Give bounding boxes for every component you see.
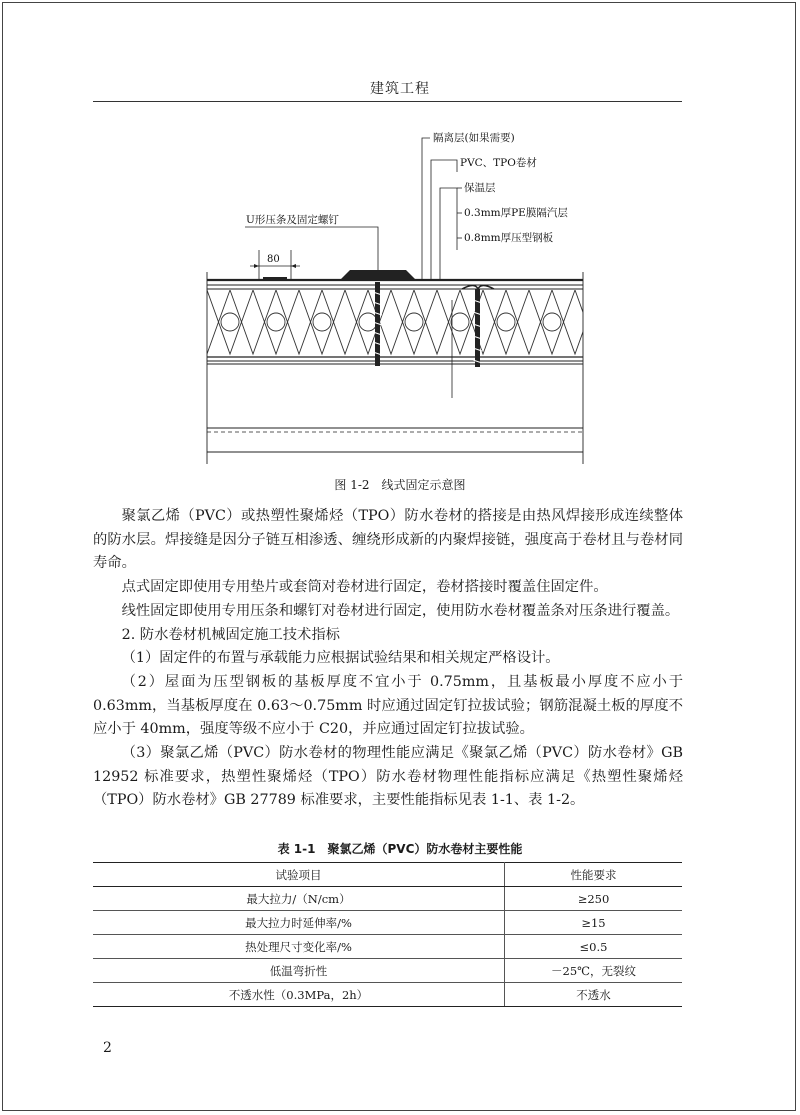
table-row bbox=[93, 959, 682, 983]
paragraph: 点式固定即使用专用垫片或套筒对卷材进行固定，卷材搭接时覆盖住固定件。 bbox=[121, 579, 608, 596]
paragraph: （1）固定件的布置与承载能力应根据试验结果和相关规定严格设计。 bbox=[121, 650, 560, 667]
cell-requirement: －25℃，无裂纹 bbox=[505, 959, 683, 983]
cell-test-item: 热处理尺寸变化率/% bbox=[93, 935, 505, 959]
running-header: 建筑工程 bbox=[370, 81, 430, 97]
cell-test-item: 低温弯折性 bbox=[93, 959, 505, 983]
header-requirement: 性能要求 bbox=[505, 863, 683, 887]
figure-caption: 图 1-2 线式固定示意图 bbox=[334, 478, 466, 492]
label-u-batten: U形压条及固定螺钉 bbox=[246, 214, 339, 226]
cell-requirement: ≥250 bbox=[505, 887, 683, 911]
cell-test-item: 最大拉力/（N/cm） bbox=[93, 887, 505, 911]
label-isolation-layer: 隔离层(如果需要) bbox=[433, 132, 515, 144]
table-row bbox=[93, 887, 682, 911]
paragraph: （3）聚氯乙烯（PVC）防水卷材的物理性能应满足《聚氯乙烯（PVC）防水卷材》GB 12952 标准要求，热塑性聚烯烃（TPO）防水卷材物理性能指标应满足《热塑性聚烯烃（TPO）防水卷材》GB 27789 标准要求，主要性能指标见表 1-1、表 1-2。 bbox=[93, 745, 683, 809]
header-test-item: 试验项目 bbox=[93, 863, 505, 887]
table-row bbox=[93, 983, 682, 1007]
fastening-diagram bbox=[0, 120, 800, 470]
page-number: 2 bbox=[103, 1040, 112, 1056]
cell-test-item: 最大拉力时延伸率/% bbox=[93, 911, 505, 935]
cell-requirement: ≥15 bbox=[505, 911, 683, 935]
dimension-80 bbox=[250, 250, 300, 280]
body-text bbox=[93, 505, 683, 813]
membrane-weld-fastener bbox=[462, 286, 494, 368]
section-heading: 2. 防水卷材机械固定施工技术指标 bbox=[121, 626, 340, 643]
paragraph: （2）屋面为压型钢板的基板厚度不宜小于 0.75mm，且基板最小厚度不应小于 0.63mm，当基板厚度在 0.63～0.75mm 时应通过固定钉拉拔试验；钢筋混凝土板的厚度不应小于 40mm，强度等级不应小于 C20，并应通过固定钉拉拔试验。 bbox=[93, 673, 683, 738]
header-rule bbox=[93, 101, 682, 102]
table-title: 表 1-1 聚氯乙烯（PVC）防水卷材主要性能 bbox=[277, 842, 523, 856]
cell-requirement: ≤0.5 bbox=[505, 935, 683, 959]
table-header-row bbox=[93, 863, 682, 887]
label-membrane: PVC、TPO卷材 bbox=[460, 157, 537, 169]
table-row bbox=[93, 911, 682, 935]
cell-requirement: 不透水 bbox=[505, 983, 683, 1007]
table-row bbox=[93, 935, 682, 959]
paragraph: 线性固定即使用专用压条和螺钉对卷材进行固定，使用防水卷材覆盖条对压条进行覆盖。 bbox=[121, 602, 680, 619]
label-steel-deck: 0.8mm厚压型钢板 bbox=[464, 232, 554, 244]
leader-lines bbox=[245, 138, 462, 398]
paragraph: 聚氯乙烯（PVC）或热塑性聚烯烃（TPO）防水卷材的搭接是由热风焊接形成连续整体的防水层。焊接缝是因分子链互相渗透、缠绕形成新的内聚焊接链，强度高于卷材且与卷材同寿命。 bbox=[93, 508, 683, 572]
label-insulation: 保温层 bbox=[464, 182, 496, 194]
label-vapor-barrier: 0.3mm厚PE膜隔汽层 bbox=[464, 207, 568, 219]
dimension-label: 80 bbox=[267, 254, 280, 265]
cell-test-item: 不透水性（0.3MPa，2h） bbox=[93, 983, 505, 1007]
roof-layers bbox=[207, 272, 598, 464]
pvc-properties-table bbox=[93, 862, 682, 1007]
